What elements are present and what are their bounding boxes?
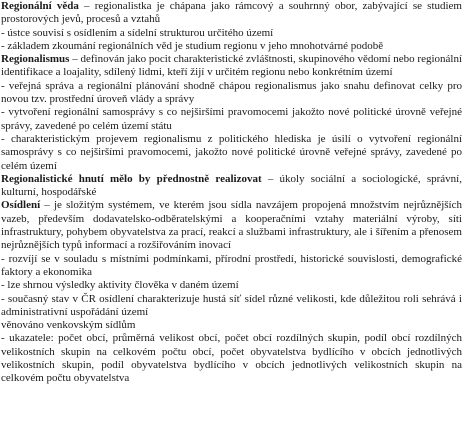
- bullet-charakteristicky-projev: - charakteristickým projevem regionalismu z politického hlediska je úsilí o vytvoření regionální samosprávy s co nejširšími pravomocemi, jakožto nové politické úrovně veřejné správy, zavedené po celém území: [1, 132, 462, 172]
- paragraph-regionalni-veda: [1, 0, 462, 27]
- bullet-rozviji-se: - rozvíjí se v souladu s místními podmínkami, přírodní prostředí, historické souvislosti, demografické faktory a ekonomika: [1, 252, 462, 278]
- bullet-vysledky-aktivity: - lze shrnou výsledky aktivity člověka v daném území: [1, 279, 239, 292]
- bullet-vytvoreni-samospravy: - vytvoření regionální samosprávy s co nejširšími pravomocemi jakožto nové politické úrovně veřejné správy, zavedené po celém území státu: [1, 106, 462, 132]
- bullet-ukazatele: - ukazatele: počet obcí, průměrná velikost obcí, počet obcí rozdílných skupin, podíl obcí rozdílných velikostních skupin na celkovém počtu obcí, počet obyvatelstva bydlícího v obcích jednotlivých velikostních skupin, podíl obyvatelstva bydlícího v obcích jednotlivých velikostních skupin na celkovém počtu obyvatelstva: [1, 332, 462, 385]
- definition-regionalisticke-hnuti: – úkoly sociální a sociologické, správní, kulturní, hospodářské: [1, 172, 462, 199]
- term-regionalismus: Regionalismus: [1, 53, 70, 66]
- term-osidleni: Osídlení: [1, 199, 41, 212]
- paragraph-regionalismus: [1, 53, 462, 80]
- bullet-soucasny-stav: - současný stav v ČR osídlení charakterizuje hustá síť sídel různé velikosti, kde důležitou roli sehrává i administrativní uspořádání území: [1, 292, 462, 318]
- bullet-verejna-sprava: - veřejná správa a regionální plánování shodně chápou regionalismus jako snahu definovat celky pro novou tzv. prostřední úroveň vlády a správy: [1, 79, 462, 106]
- bullet-osidleni-struktura: - ústce souvisí s osídlením a sídelní strukturou určitého území: [1, 26, 274, 39]
- term-regionalni-veda: Regionální věda: [1, 0, 79, 12]
- definition-osidleni: – je složitým systémem, ve kterém jsou sídla navzájem propojená množstvím nejrůznějších vazeb, především dodavatelsko-odběratelskými a kooperačními vztahy materiální výroby, síti infrastruktury, pohybem obyvatelstva za prací, reakcí a službami infrastruktury, ale i šířením a přenosem nejrůznějších typů informací a rozšiřováním inovací: [1, 199, 462, 252]
- paragraph-osidleni: [1, 199, 462, 252]
- definition-regionalni-veda: – regionalistka je chápana jako rámcový a souhrnný obor, zabývající se studiem prostorových jevů, procesů a vztahů: [1, 0, 462, 26]
- line-venkovska-sidla: věnováno venkovským sídlům: [1, 319, 136, 332]
- paragraph-regionalisticke-hnuti: [1, 173, 462, 200]
- definition-regionalismus: – definován jako pocit charakteristické zvláštnosti, skupinového vědomí nebo regionální identifikace a loajality, sdílený lidmi, kteří žijí v určitém regionu nebo konkrétním území: [1, 53, 463, 79]
- term-regionalisticke-hnuti: Regionalistické hnutí mělo by přednostně realizovat: [1, 172, 262, 185]
- bullet-zakladem-zkoumani: - základem zkoumání regionálních věd je studium regionu v jeho mnohotvárné podobě: [1, 39, 384, 52]
